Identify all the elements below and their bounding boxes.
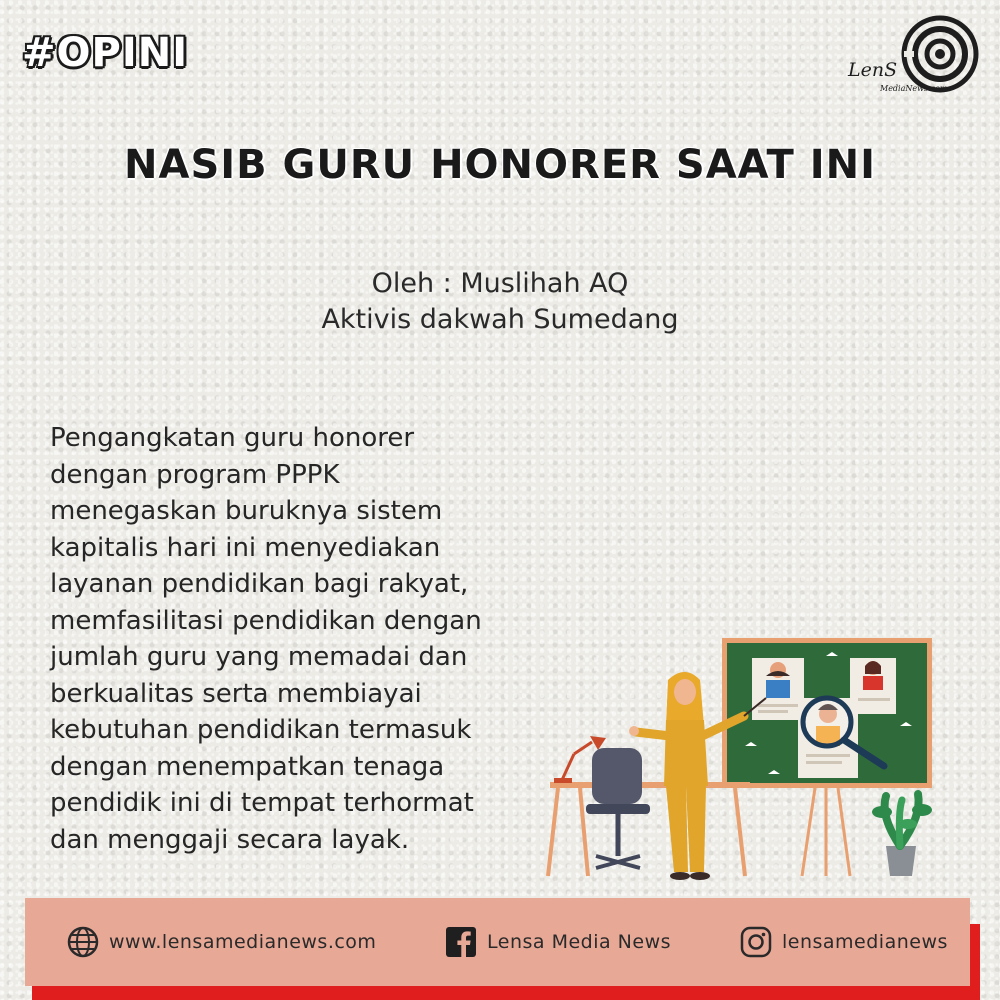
plant-illustration — [872, 794, 932, 876]
author-block — [0, 266, 1000, 338]
logo-wordmark: LenS — [848, 59, 898, 81]
lensa-media-logo — [840, 14, 980, 94]
body-line: jumlah guru yang memadai dan — [50, 642, 468, 672]
author-role: Aktivis dakwah Sumedang — [321, 304, 679, 335]
body-line: pendidik ini di tempat terhormat — [50, 788, 474, 818]
chair-illustration — [586, 748, 650, 868]
body-line: menegaskan buruknya sistem — [50, 496, 443, 526]
body-line: memfasilitasi pendidikan dengan — [50, 605, 482, 636]
footer-bar — [25, 898, 970, 986]
footer-instagram[interactable] — [740, 926, 948, 958]
footer-facebook[interactable] — [445, 926, 671, 958]
facebook-text: Lensa Media News — [487, 931, 672, 953]
body-line: kebutuhan pendidikan termasuk — [50, 715, 472, 745]
body-line: layanan pendidikan bagi rakyat, — [50, 569, 469, 599]
instagram-text: lensamedianews — [782, 931, 948, 953]
body-line: Pengangkatan guru honorer — [50, 423, 415, 453]
article-body — [50, 420, 550, 858]
article-title: NASIB GURU HONORER SAAT INI — [124, 142, 876, 188]
footer-website[interactable] — [67, 926, 376, 958]
teacher-classroom-illustration — [540, 636, 940, 886]
author-name: Oleh : Muslihah AQ — [371, 268, 629, 299]
body-line: dan menggaji secara layak. — [50, 824, 410, 855]
website-text: www.lensamedianews.com — [109, 931, 377, 953]
body-line: dengan program PPPK — [50, 459, 340, 490]
instagram-icon — [740, 926, 772, 958]
body-line: berkualitas serta membiayai — [50, 678, 422, 709]
globe-icon — [67, 926, 99, 958]
lens-eye-icon — [900, 14, 980, 94]
body-line: kapitalis hari ini menyediakan — [50, 532, 441, 563]
body-line: dengan menempatkan tenaga — [50, 751, 445, 782]
opini-hashtag: #OPINI — [22, 30, 189, 76]
logo-subtext: MediaNews.com — [880, 84, 948, 93]
facebook-icon — [445, 926, 477, 958]
